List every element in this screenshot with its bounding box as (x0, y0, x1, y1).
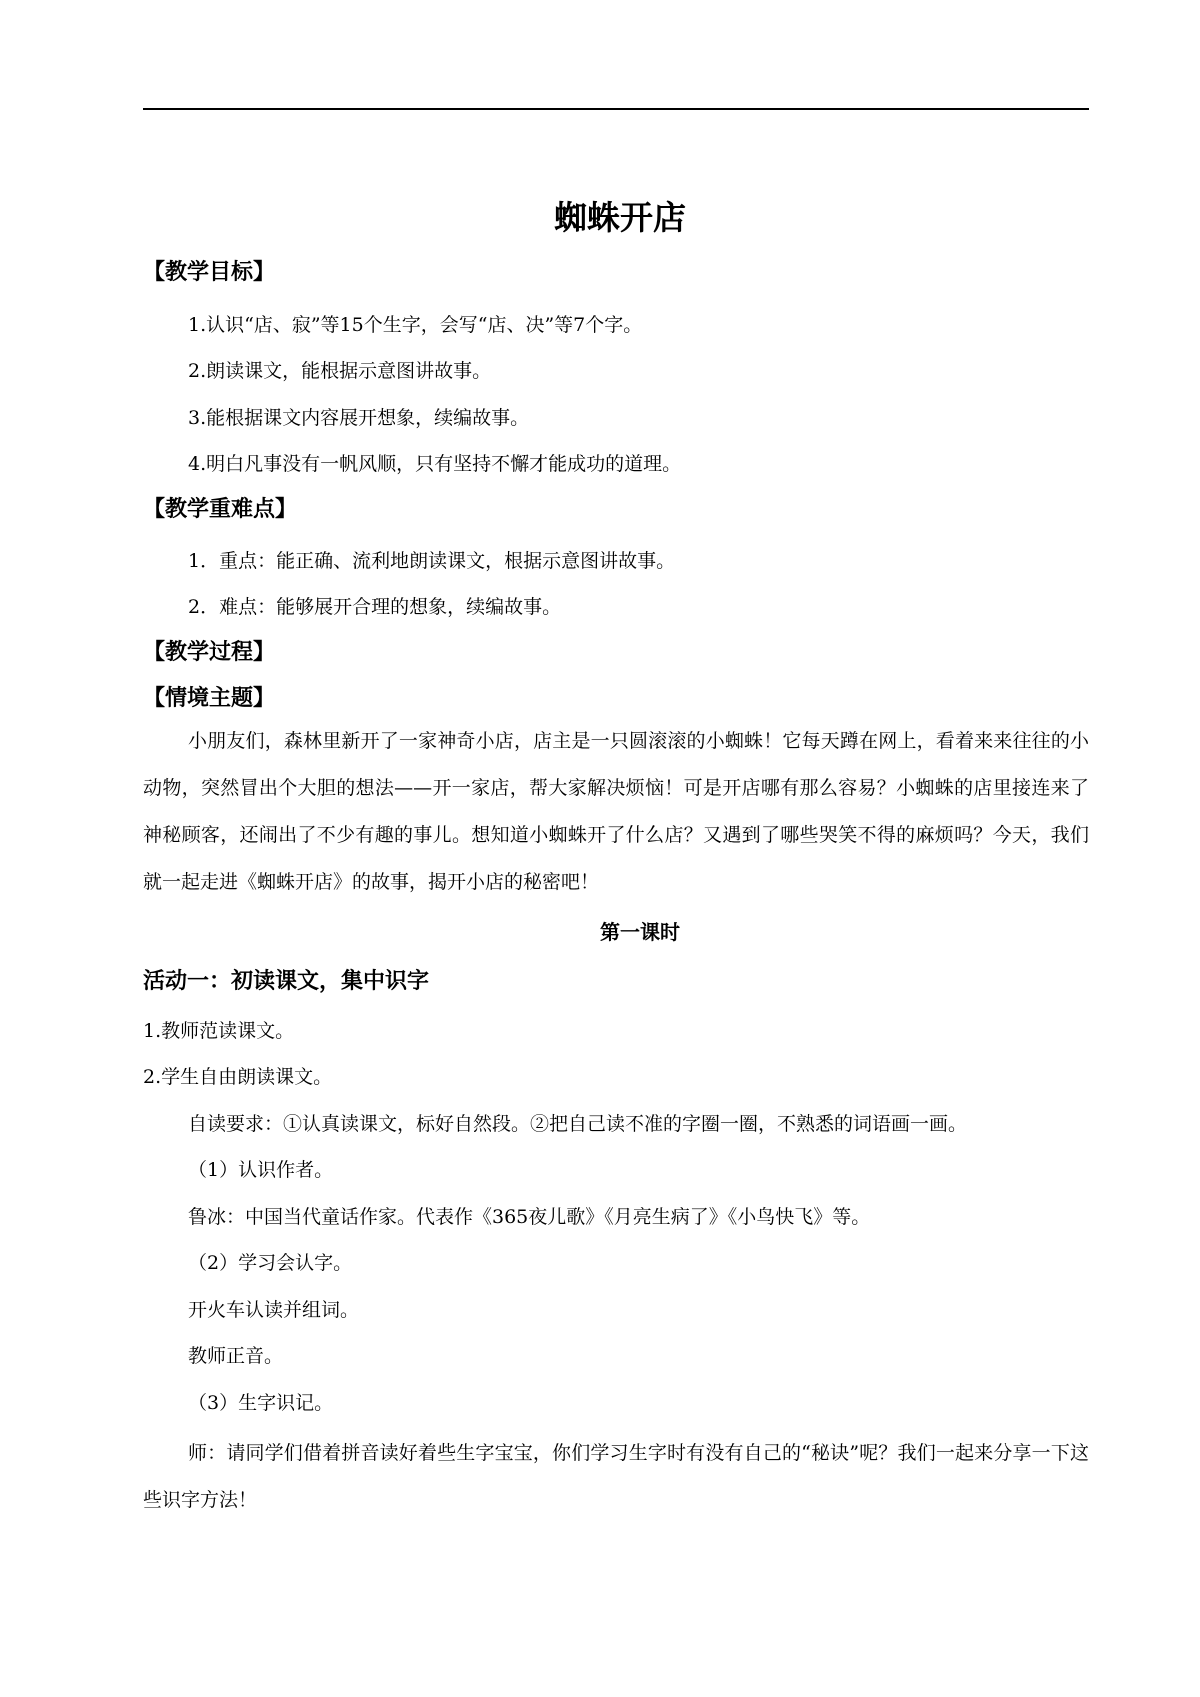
key-point-1: 1．重点：能正确、流利地朗读课文，根据示意图讲故事。 (188, 550, 676, 572)
process-heading: 【教学过程】 (143, 640, 276, 665)
step-1: 1.教师范读课文。 (143, 1020, 295, 1042)
activity-heading: 活动一：初读课文，集中识字 (143, 969, 430, 994)
goals-heading: 【教学目标】 (143, 260, 276, 285)
key-point-2: 2．难点：能够展开合理的想象，续编故事。 (188, 596, 562, 618)
header-rule (143, 108, 1089, 110)
theme-heading: 【情境主题】 (143, 686, 276, 711)
goal-item-1: 1.认识“店、寂”等15个生字，会写“店、决”等7个字。 (188, 314, 643, 336)
self-read-requirements: 自读要求：①认真读课文，标好自然段。②把自己读不准的字圈一圈，不熟悉的词语画一画。 (188, 1113, 968, 1135)
goal-item-3: 3.能根据课文内容展开想象，续编故事。 (188, 407, 530, 429)
teacher-correct: 教师正音。 (188, 1345, 284, 1367)
key-points-heading: 【教学重难点】 (143, 497, 298, 522)
sub-step-1: （1）认识作者。 (188, 1159, 334, 1181)
lesson-heading: 第一课时 (600, 920, 680, 944)
goal-item-2: 2.朗读课文，能根据示意图讲故事。 (188, 360, 492, 382)
teacher-paragraph: 师：请同学们借着拼音读好着些生字宝宝，你们学习生字时有没有自己的“秘诀”呢？我们一起来分享一下这些识字方法！ (143, 1442, 1089, 1511)
document-title: 蜘蛛开店 (554, 198, 686, 237)
sub-step-2: （2）学习会认字。 (188, 1252, 353, 1274)
goal-item-4: 4.明白凡事没有一帆风顺，只有坚持不懈才能成功的道理。 (188, 453, 682, 475)
step-2: 2.学生自由朗读课文。 (143, 1066, 333, 1088)
author-intro: 鲁冰：中国当代童话作家。代表作《365夜儿歌》《月亮生病了》《小鸟快飞》等。 (188, 1206, 871, 1228)
theme-paragraph: 小朋友们，森林里新开了一家神奇小店，店主是一只圆滚滚的小蜘蛛！它每天蹲在网上，看着来来往往的小动物，突然冒出个大胆的想法——开一家店，帮大家解决烦恼！可是开店哪有那么容易？小蜘蛛的店里接连来了神秘顾客，还闹出了不少有趣的事儿。想知道小蜘蛛开了什么店？又遇到了哪些哭笑不得的麻烦吗？今天，我们就一起走进《蜘蛛开店》的故事，揭开小店的秘密吧！ (143, 730, 1089, 893)
train-reading: 开火车认读并组词。 (188, 1299, 360, 1321)
sub-step-3: （3）生字识记。 (188, 1392, 334, 1414)
